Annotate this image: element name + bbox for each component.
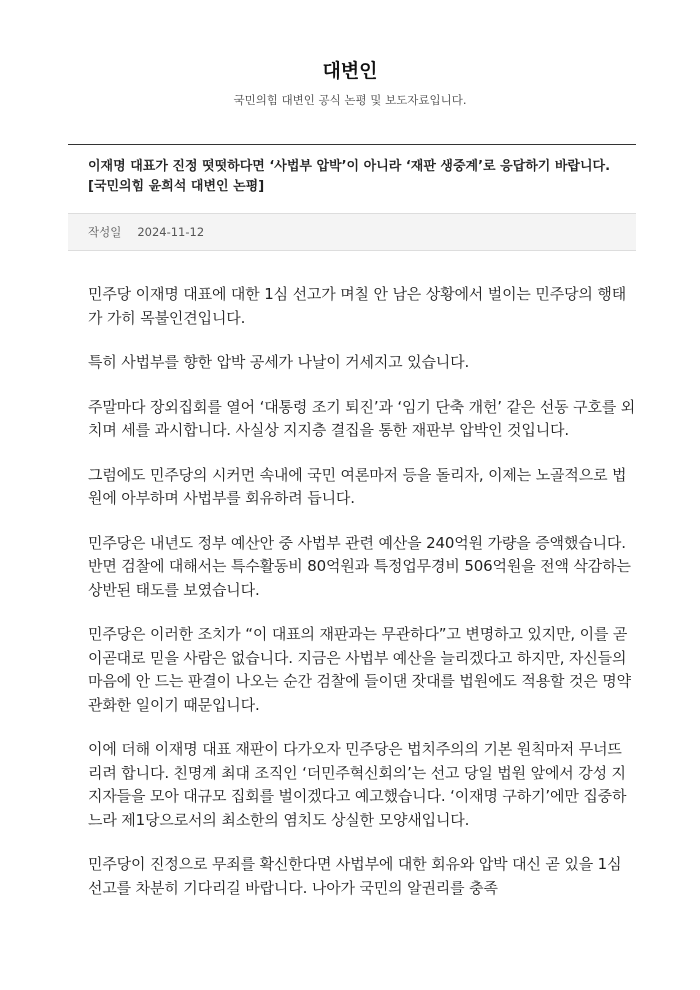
body-paragraph: 민주당이 진정으로 무죄를 확신한다면 사법부에 대한 회유와 압박 대신 곧 있을 1심 선고를 차분히 기다리길 바랍니다. 나아가 국민의 알권리를 충족 bbox=[88, 855, 622, 897]
body-paragraph: 민주당은 이러한 조치가 “이 대표의 재판과는 무관하다”고 변명하고 있지만, 이를 곧이곧대로 믿을 사람은 없습니다. 지금은 사법부 예산을 늘리겠다고 하지만, 자신들의 마음에 안 드는 판결이 나오는 순간 검찰에 들이댄 잣대를 법원에도 적용할 것은 명약관화한 일이기 때문입니다. bbox=[88, 625, 631, 714]
date-value: 2024-11-12 bbox=[137, 225, 205, 239]
body-paragraph: 특히 사법부를 향한 압박 공세가 나날이 거세지고 있습니다. bbox=[88, 353, 470, 371]
top-divider bbox=[68, 144, 636, 145]
article-title: 이재명 대표가 진정 떳떳하다면 ‘사법부 압박’이 아니라 ‘재판 생중계’로 응답하기 바랍니다. [국민의힘 윤희석 대변인 논평] bbox=[88, 159, 611, 194]
body-paragraph: 이에 더해 이재명 대표 재판이 다가오자 민주당은 법치주의의 기본 원칙마저 무너뜨리려 합니다. 친명계 최대 조직인 ‘더민주혁신회의’는 선고 당일 법원 앞에서 강성 지지자들을 모아 대규모 집회를 벌이겠다고 예고했습니다. ‘이재명 구하기’에만 집중하느라 제1당으로서의 최소한의 염치도 상실한 모양새입니다. bbox=[88, 740, 627, 829]
body-paragraph: 그럼에도 민주당의 시커먼 속내에 국민 여론마저 등을 돌리자, 이제는 노골적으로 법원에 아부하며 사법부를 회유하려 듭니다. bbox=[88, 465, 627, 507]
page-subtitle: 국민의힘 대변인 공식 논평 및 보도자료입니다. bbox=[233, 93, 467, 107]
body-paragraph: 주말마다 장외집회를 열어 ‘대통령 조기 퇴진’과 ‘임기 단축 개헌’ 같은 선동 구호를 외치며 세를 과시합니다. 사실상 지지층 결집을 통한 재판부 압박인 것입니다. bbox=[88, 397, 636, 439]
page-title: 대변인 bbox=[322, 60, 378, 82]
body-paragraph: 민주당 이재명 대표에 대한 1심 선고가 며칠 안 남은 상황에서 벌이는 민주당의 행태가 가히 목불인견입니다. bbox=[88, 285, 627, 327]
date-label: 작성일 bbox=[88, 225, 122, 239]
article-meta bbox=[68, 213, 636, 251]
body-paragraph: 민주당은 내년도 정부 예산안 중 사법부 관련 예산을 240억원 가량을 증액했습니다. 반면 검찰에 대해서는 특수활동비 80억원과 특정업무경비 506억원을 전액 삭감하는 상반된 태도를 보였습니다. bbox=[88, 533, 631, 599]
article-body bbox=[88, 283, 636, 921]
